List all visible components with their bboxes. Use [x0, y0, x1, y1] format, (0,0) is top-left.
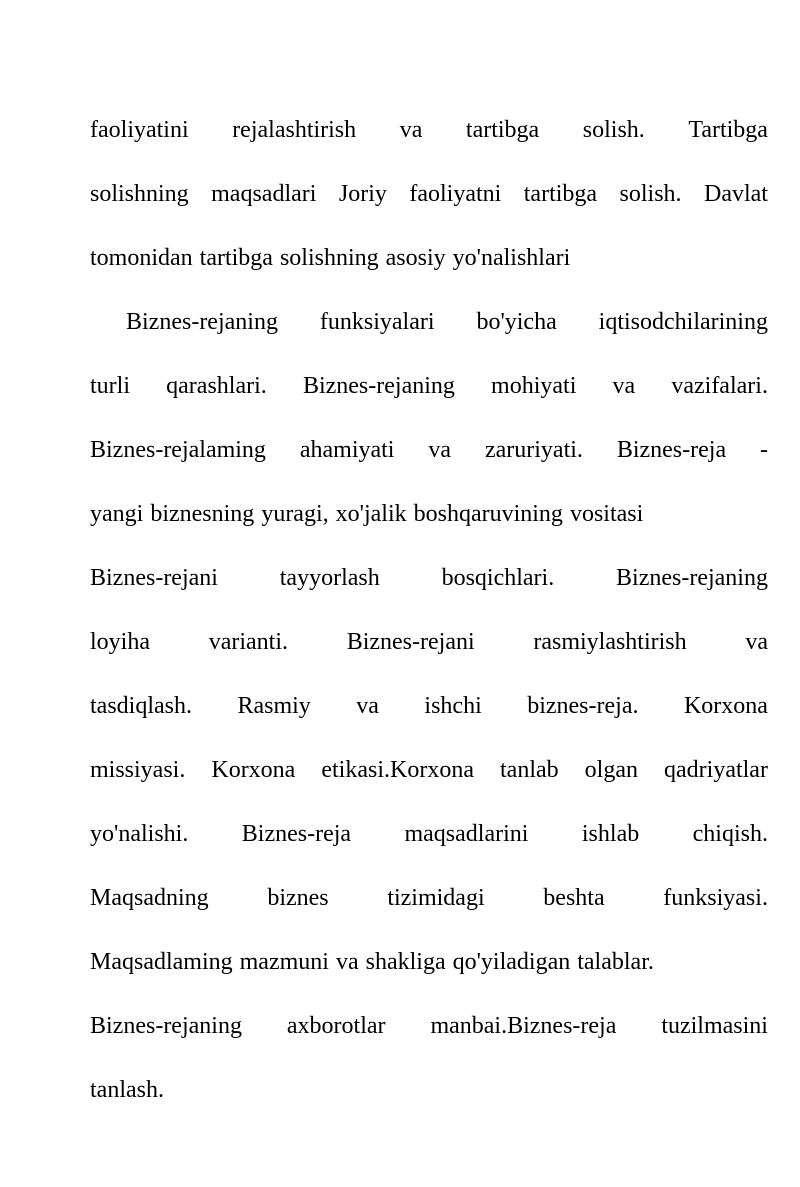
- word: Biznes-rejaning: [302, 373, 455, 399]
- word: maqsadlari: [211, 181, 317, 207]
- word: Maqsadlaming: [90, 949, 233, 975]
- word: biznesning: [150, 501, 255, 527]
- text-line: [90, 738, 768, 802]
- word: turli: [90, 373, 130, 399]
- word: vositasi: [569, 501, 644, 527]
- word: tuzilmasini: [661, 1013, 768, 1039]
- word: solish.: [582, 117, 645, 143]
- word: rejalashtirish: [232, 117, 357, 143]
- text-line: [90, 98, 768, 162]
- word: solish.: [619, 181, 682, 207]
- word: rasmiylashtirish: [533, 629, 687, 655]
- word: maqsadlarini: [404, 821, 529, 847]
- word: ishchi: [424, 693, 482, 719]
- word: faoliyatni: [409, 181, 502, 207]
- text-line: [90, 802, 768, 866]
- word: va: [335, 949, 359, 975]
- word: biznes-reja.: [527, 693, 639, 719]
- word: axborotlar: [286, 1013, 386, 1039]
- word: qo'yiladigan: [452, 949, 571, 975]
- word: tartibga: [523, 181, 598, 207]
- word: olgan: [584, 757, 638, 783]
- word: Joriy: [338, 181, 387, 207]
- word: funksiyasi.: [663, 885, 768, 911]
- word: beshta: [543, 885, 605, 911]
- text-line: [90, 482, 768, 546]
- text-line: [90, 1058, 768, 1122]
- word: tayyorlash: [279, 565, 380, 591]
- word: tasdiqlash.: [90, 693, 192, 719]
- text-line: [90, 162, 768, 226]
- word: Maqsadning: [90, 885, 209, 911]
- word: yuragi,: [261, 501, 329, 527]
- word: yo'nalishi.: [90, 821, 189, 847]
- word: yangi: [90, 501, 144, 527]
- text-line: [90, 290, 768, 354]
- word: va: [612, 373, 636, 399]
- text-line: [90, 674, 768, 738]
- word: -: [760, 437, 768, 463]
- body-text: [90, 98, 768, 1122]
- text-line: [90, 866, 768, 930]
- word: tizimidagi: [387, 885, 485, 911]
- text-line: [90, 994, 768, 1058]
- word: Korxona: [211, 757, 296, 783]
- word: bosqichlari.: [441, 565, 555, 591]
- word: iqtisodchilarining: [598, 309, 768, 335]
- word: manbai.Biznes-reja: [430, 1013, 617, 1039]
- word: funksiyalari: [319, 309, 435, 335]
- word: etikasi.Korxona: [321, 757, 474, 783]
- text-line: [90, 354, 768, 418]
- word: va: [399, 117, 423, 143]
- word: missiyasi.: [90, 757, 186, 783]
- word: bo'yicha: [476, 309, 557, 335]
- word: vazifalari.: [671, 373, 768, 399]
- word: tartibga: [465, 117, 540, 143]
- text-line: [90, 930, 768, 994]
- word: Biznes-reja: [241, 821, 352, 847]
- word: tanlash.: [90, 1077, 164, 1103]
- word: ishlab: [581, 821, 640, 847]
- word: tartibga: [199, 245, 273, 271]
- word: solishning: [90, 181, 189, 207]
- word: loyiha: [90, 629, 150, 655]
- word: zaruriyati.: [484, 437, 583, 463]
- word: mazmuni: [239, 949, 329, 975]
- word: solishning: [279, 245, 379, 271]
- text-line: [90, 226, 768, 290]
- text-line: [90, 610, 768, 674]
- word: Tartibga: [688, 117, 768, 143]
- word: Korxona: [683, 693, 768, 719]
- word: Biznes-rejalaming: [90, 437, 266, 463]
- word: faoliyatini: [90, 117, 189, 143]
- text-line: [90, 546, 768, 610]
- word: shakliga: [365, 949, 446, 975]
- word: biznes: [267, 885, 329, 911]
- text-line: [90, 418, 768, 482]
- word: va: [428, 437, 452, 463]
- word: ahamiyati: [299, 437, 395, 463]
- word: va: [356, 693, 379, 719]
- word: chiqish.: [692, 821, 768, 847]
- word: tanlab: [500, 757, 559, 783]
- word: Biznes-rejani: [346, 629, 475, 655]
- word: qarashlari.: [166, 373, 267, 399]
- word: talablar.: [577, 949, 654, 975]
- word: Biznes-rejaning: [616, 565, 768, 591]
- word: Davlat: [704, 181, 768, 207]
- word: Biznes-reja: [616, 437, 727, 463]
- word: Biznes-rejaning: [90, 1013, 242, 1039]
- word: yo'nalishlari: [452, 245, 571, 271]
- word: varianti.: [208, 629, 288, 655]
- word: Rasmiy: [237, 693, 311, 719]
- word: xo'jalik: [335, 501, 407, 527]
- word: va: [745, 629, 768, 655]
- word: Biznes-rejani: [90, 565, 218, 591]
- word: tomonidan: [90, 245, 193, 271]
- word: qadriyatlar: [664, 757, 768, 783]
- word: Biznes-rejaning: [126, 309, 278, 335]
- word: mohiyati: [491, 373, 577, 399]
- word: boshqaruvining: [413, 501, 563, 527]
- word: asosiy: [385, 245, 446, 271]
